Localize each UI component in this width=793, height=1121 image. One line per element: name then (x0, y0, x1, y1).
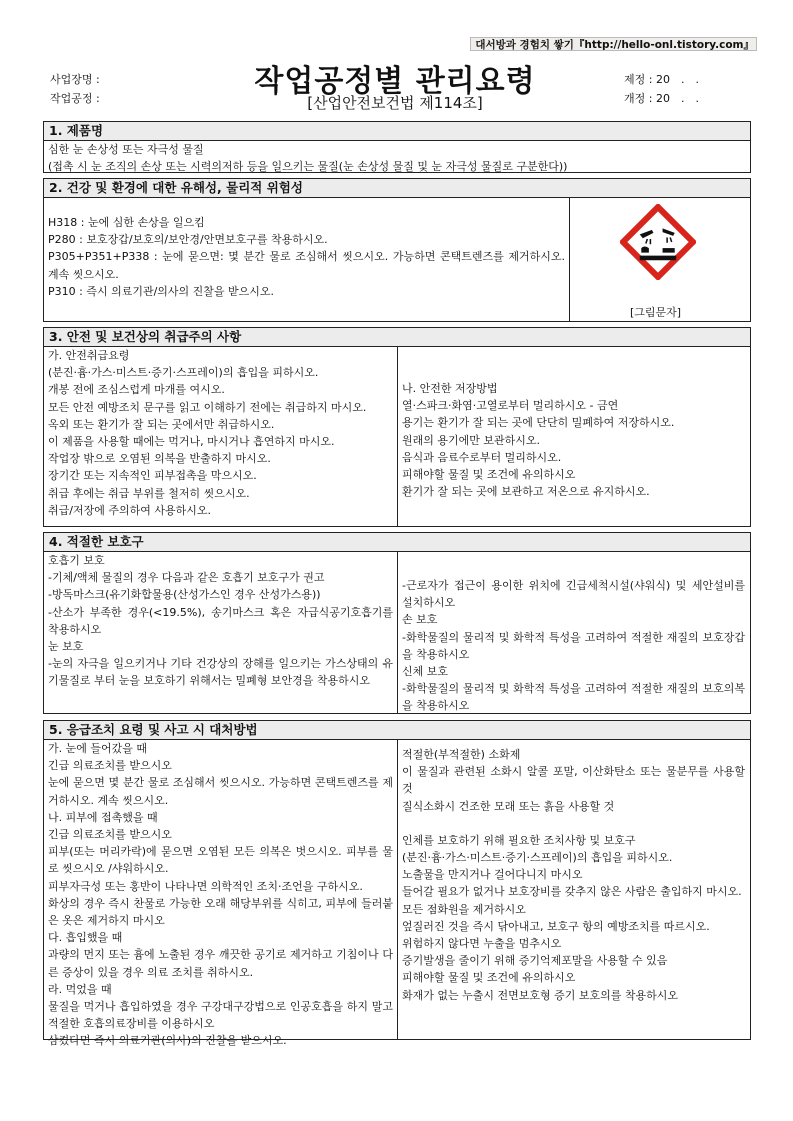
page-subtitle: [산업안전보건법 제114조] (307, 94, 483, 112)
text-line: 취급 후에는 취급 부위를 철저히 씻으시오. (48, 486, 250, 500)
section-first-aid (43, 720, 751, 1048)
spacer-line (402, 815, 745, 832)
text-line: 긴급 의료조치를 받으시오 (48, 828, 172, 842)
text-line: -화학물질의 물리적 및 화학적 특성을 고려하여 적절한 재질의 보호의복을 착용하시오 (402, 682, 745, 713)
section-heading: 1. 제품명 (44, 122, 750, 141)
page-title: 작업공정별 관리요령 (254, 64, 536, 99)
text-line: 모든 안전 예방조치 문구를 읽고 이해하기 전에는 취급하지 마시오. (48, 400, 367, 414)
text-line: 가. 안전취급요령 (48, 349, 130, 362)
text-line: 들어갈 필요가 없거나 보호장비를 갖추지 않은 사람은 출입하지 마시오. (402, 885, 742, 899)
text-line: P310 : 즉시 의료기관/의사의 진찰을 받으시오. (48, 284, 275, 298)
text-line: -근로자가 접근이 용이한 위치에 긴급세척시설(샤워식) 및 세안설비를 설치하시오 (402, 579, 745, 610)
text-line: 나. 안전한 저장방법 (402, 382, 498, 395)
text-line: 작업장 밖으로 오염된 의복을 반출하지 마시오. (48, 452, 271, 466)
text-line: P305+P351+P338 : 눈에 묻으면: 몇 분간 물로 조심해서 씻으시오. 가능하면 콘택트렌즈를 제거하시오. 계속 씻으시오. (48, 250, 565, 281)
text-line: 옥외 또는 환기가 잘 되는 곳에서만 취급하시오. (48, 417, 275, 431)
text-line: 환기가 잘 되는 곳에 보관하고 저온으로 유지하시오. (402, 485, 650, 499)
text-line: 원래의 용기에만 보관하시오. (402, 433, 541, 447)
text-line: 취급/저장에 주의하여 사용하시오. (48, 503, 211, 517)
pictogram-caption: [그림문자] (630, 306, 682, 319)
text-line: 화재가 없는 누출시 전면보호형 증기 보호의를 착용하시오 (402, 988, 679, 1002)
text-line: 심한 눈 손상성 또는 자극성 물질 (48, 143, 204, 156)
text-line: -산소가 부족한 경우(<19.5%), 송기마스크 혹은 자급식공기호흡기를 착용하시오 (48, 605, 393, 636)
text-line: 장기간 또는 지속적인 피부접촉을 막으시오. (48, 469, 257, 483)
text-line: 화상의 경우 즉시 찬물로 가능한 오래 해당부위를 식히고, 피부에 들러붙은 옷은 제거하지 마시오 (48, 896, 393, 928)
text-line: 질식소화시 건조한 모래 또는 흙을 사용할 것 (402, 799, 615, 813)
section-protective-equipment (43, 532, 751, 714)
text-line: P280 : 보호장갑/보호의/보안경/안면보호구를 착용하시오. (48, 233, 328, 247)
text-line: 피해야할 물질 및 조건에 유의하시오 (402, 468, 576, 482)
text-line: 이 제품을 사용할 때에는 먹거나, 마시거나 흡연하지 마시오. (48, 435, 335, 449)
section-hazards (43, 178, 751, 322)
text-line: 피해야할 물질 및 조건에 유의하시오 (402, 971, 576, 985)
text-line: 피부자극성 또는 홍반이 나타나면 의학적인 조치·조언을 구하시오. (48, 879, 363, 893)
text-line: -화학물질의 물리적 및 화학적 특성을 고려하여 적절한 재질의 보호장갑을 착용하시오 (402, 630, 745, 661)
text-line: 눈 보호 (48, 640, 84, 654)
section-heading: 3. 안전 및 보건상의 취급주의 사항 (44, 328, 750, 347)
text-line: 개봉 전에 조심스럽게 마개를 여시오. (48, 383, 225, 397)
text-line: 삼켰다면 즉시 의료기관(의사)의 진찰을 받으시오. (48, 1034, 287, 1048)
section-product-name (43, 121, 751, 173)
text-line: 눈에 묻으면 몇 분간 물로 조심해서 씻으시오. 가능하면 콘택트렌즈를 제거하시오. 계속 씻으시오. (48, 776, 393, 807)
section-handling (43, 327, 751, 527)
process-label: 작업공정 : (50, 92, 100, 105)
text-line: -눈의 자극을 일으키거나 기타 건강상의 장해를 일으키는 가스상태의 유기물질로 부터 눈을 보호하기 위해서는 밀폐형 보안경을 착용하시오 (48, 657, 393, 688)
text-line: -방독마스크(유기화합물용(산성가스인 경우 산성가스용)) (48, 588, 321, 602)
corrosion-pictogram-icon (620, 204, 696, 280)
text-line: 긴급 의료조치를 받으시오 (48, 759, 172, 773)
revise-date: 개정 : 20 . . (624, 92, 699, 105)
top-banner: 대서방과 경험치 쌓기『http://hello-onl.tistory.com』 (470, 37, 757, 51)
text-line: 노출물을 만지거나 걸어다니지 마시오 (402, 868, 583, 882)
text-line: 나. 피부에 접촉했을 때 (48, 810, 158, 824)
text-line: 호흡기 보호 (48, 554, 105, 567)
text-line: 신체 보호 (402, 665, 449, 679)
text-line: 위험하지 않다면 누출을 멈추시오 (402, 937, 562, 951)
section-heading: 5. 응급조치 요령 및 사고 시 대처방법 (44, 721, 750, 740)
text-line: 엎질러진 것을 즉시 닦아내고, 보호구 항의 예방조치를 따르시오. (402, 919, 710, 933)
text-line: 증기발생을 줄이기 위해 증기억제포말을 사용할 수 있음 (402, 954, 668, 968)
text-line: 모든 점화원을 제거하시오 (402, 902, 526, 916)
text-line: 물질을 먹거나 흡입하였을 경우 구강대구강법으로 인공호흡을 하지 말고 적절한 호흡의료장비를 이용하시오 (48, 1000, 393, 1031)
text-line: 이 물질과 관련된 소화시 알콜 포말, 이산화탄소 또는 물분무를 사용할 것 (402, 765, 745, 796)
text-line: 손 보호 (402, 613, 438, 627)
section-heading: 2. 건강 및 환경에 대한 유해성, 물리적 위험성 (44, 179, 750, 198)
text-line: 적절한(부적절한) 소화제 (402, 748, 521, 761)
text-line: 과량의 먼지 또는 흄에 노출된 경우 깨끗한 공기로 제거하고 기침이나 다른 증상이 있을 경우 의료 조치를 취하시오. (48, 948, 393, 979)
text-line: 다. 흡입했을 때 (48, 931, 123, 945)
text-line: (분진·흄·가스·미스트·증기·스프레이)의 흡입을 피하시오. (402, 851, 673, 865)
text-line: 라. 먹었을 때 (48, 982, 112, 996)
text-line: 피부(또는 머리카락)에 묻으면 오염된 모든 의복은 벗으시오. 피부를 물로 씻으시오 /샤워하시오. (48, 845, 393, 876)
text-line: 열·스파크·화염·고열로부터 멀리하시오 - 금연 (402, 399, 619, 413)
text-line: (접촉 시 눈 조직의 손상 또는 시력의저하 등을 일으키는 물질(눈 손상성 물질 및 눈 자극성 물질로 구분한다)) (48, 160, 568, 174)
company-label: 사업장명 : (50, 73, 100, 86)
text-line: 용기는 환기가 잘 되는 곳에 단단히 밀폐하여 저장하시오. (402, 416, 675, 430)
enact-date: 제정 : 20 . . (624, 73, 699, 86)
text-line: 음식과 음료수로부터 멀리하시오. (402, 450, 562, 464)
text-line: (분진·흄·가스·미스트·증기·스프레이)의 흡입을 피하시오. (48, 366, 319, 380)
text-line: -기체/액체 물질의 경우 다음과 같은 호흡기 보호구가 권고 (48, 571, 325, 585)
section-heading: 4. 적절한 보호구 (44, 533, 750, 552)
text-line: 가. 눈에 들어갔을 때 (48, 742, 147, 755)
text-line: 인체를 보호하기 위해 필요한 조치사항 및 보호구 (402, 833, 636, 847)
text-line: H318 : 눈에 심한 손상을 일으킴 (48, 216, 205, 229)
